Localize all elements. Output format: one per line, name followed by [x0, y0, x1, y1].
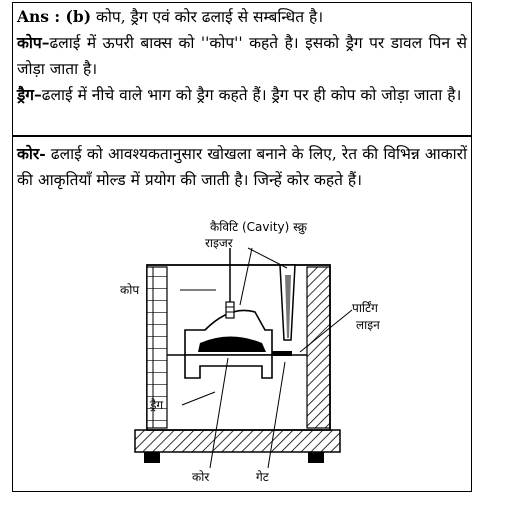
core-term: कोर-: [17, 144, 46, 163]
label-cope: कोप: [120, 283, 140, 297]
label-parting-line-1: पार्टिंग: [352, 301, 378, 315]
cope-text: ढलाई में ऊपरी बाक्स को ''कोप'' कहते है। इसको ड्रैग पर डावल पिन से जोड़ा जाता है।: [17, 34, 467, 78]
core-text: ढलाई को आवश्यकतानुसार खोखला बनाने के लिए, रेत की विभिन्न आकारों की आकृतियाँ मोल्ड में प्रयोग की जाती है। जिन्हें कोर कहते हैं।: [17, 145, 467, 189]
drag-text: ढलाई में नीचे वाले भाग को ड्रैग कहते हैं। ड्रैग पर ही कोप को जोड़ा जाता है।: [41, 86, 462, 104]
label-core: कोर: [192, 470, 210, 484]
riser-neck: [226, 302, 234, 318]
label-parting-line-2: लाइन: [356, 318, 380, 332]
answer-prefix: Ans : (b): [17, 7, 92, 26]
right-foot: [308, 452, 324, 463]
cope-term: कोप–: [17, 33, 50, 52]
label-gate: गेट: [256, 470, 269, 484]
left-foot: [144, 452, 160, 463]
label-riser: राइजर: [205, 236, 233, 250]
answer-text: कोप, ड्रैग एवं कोर ढलाई से सम्बन्धित है।: [91, 8, 324, 26]
drag-term: ड्रैग–: [17, 85, 42, 104]
label-cavity-screw: कैविटि (Cavity) स्क्रु: [210, 220, 308, 234]
right-wall: [307, 267, 330, 428]
base-plate: [135, 430, 340, 452]
label-drag: ड्रैग: [150, 398, 164, 412]
gate-runner: [272, 351, 292, 356]
